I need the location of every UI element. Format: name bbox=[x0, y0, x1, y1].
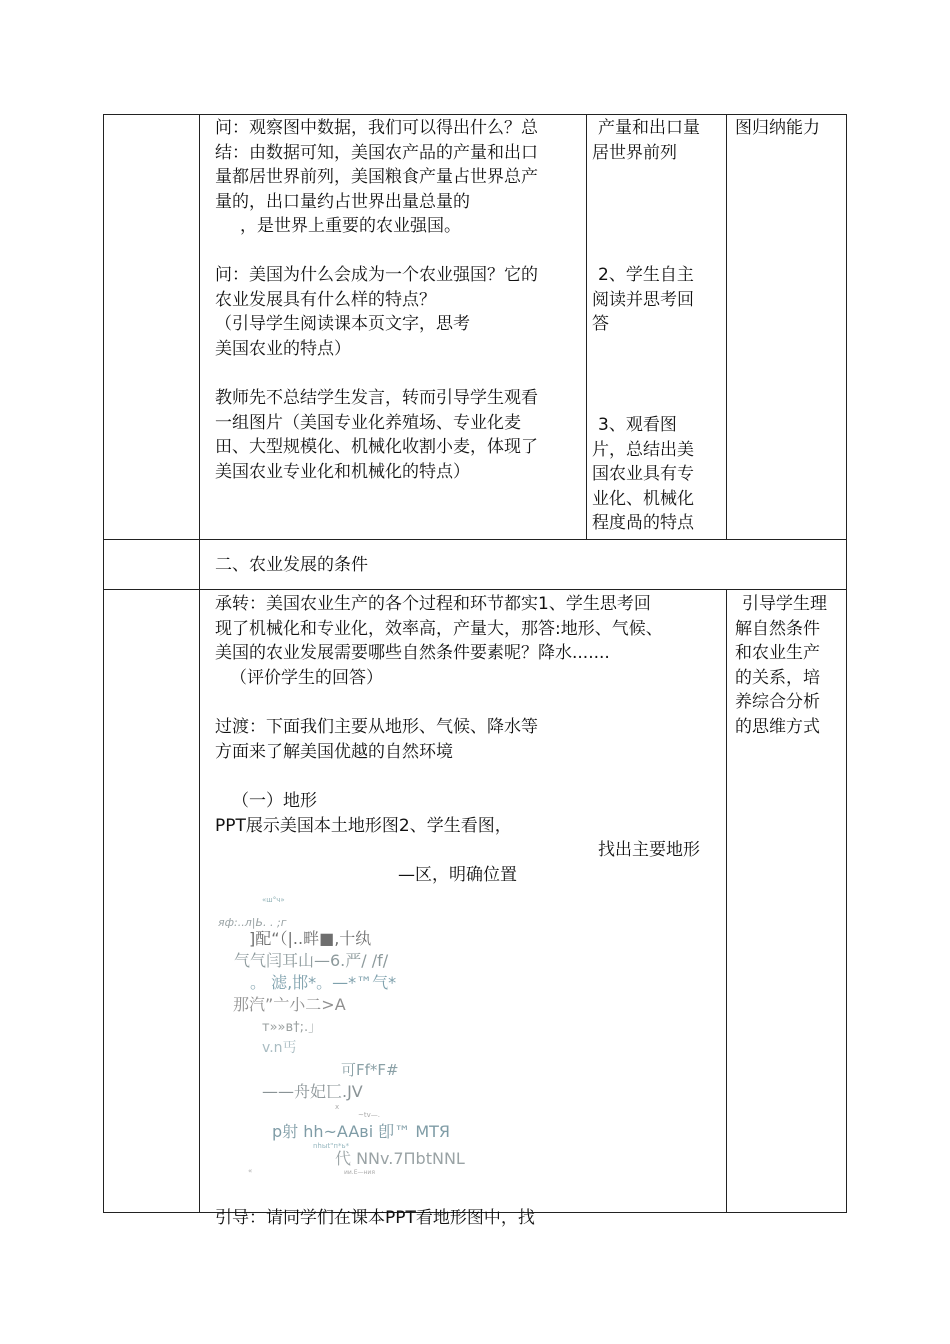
teacher-text-segment: PPT展示美国本土地形图 bbox=[215, 815, 399, 836]
student-inline-text: 答:地形、气候、 bbox=[538, 618, 663, 639]
teacher-text-segment: 美国的农业发展需要哪些自然条件要素呢？ bbox=[215, 643, 538, 663]
teacher-text-line: 教师先不总结学生发言，转而引导学生观看 bbox=[215, 388, 538, 408]
intent-text-line: 解自然条件 bbox=[735, 618, 820, 639]
teacher-text-line: 问：美国为什么会成为一个农业强国？它的 bbox=[215, 265, 538, 285]
teacher-text-segment: 现了机械化和专业化，效率高，产量大，那 bbox=[215, 618, 538, 639]
student-text-line: 2、学生自主 bbox=[598, 265, 694, 285]
intent-text-line: 图归纳能力 bbox=[735, 118, 820, 138]
page-break-cutoff-line bbox=[215, 1208, 735, 1228]
teacher-text-line bbox=[215, 592, 651, 617]
map-garble-line: x bbox=[335, 1103, 340, 1111]
teacher-text-line: （一）地形 bbox=[232, 791, 317, 811]
student-text-line: 居世界前列 bbox=[592, 142, 677, 163]
teacher-text-line bbox=[215, 617, 663, 642]
teacher-text-line: 量的，出口量约占世界出量总量的 bbox=[215, 191, 470, 212]
intent-text-line: 的关系，培 bbox=[735, 667, 820, 688]
map-garble-line: 气气闫耳山—6.严/ /f/ bbox=[234, 951, 389, 970]
teacher-text-line: 结：由数据可知，美国农产品的产量和出口 bbox=[215, 142, 538, 163]
map-garble-line: nhыt"п*ь* bbox=[313, 1142, 350, 1150]
table-right-border bbox=[846, 114, 847, 1213]
teacher-text-line bbox=[215, 814, 512, 839]
teacher-text-segment: 承转：美国农业生产的各个过程和环节都实 bbox=[215, 594, 538, 614]
column-divider bbox=[199, 114, 200, 1213]
teacher-text-line: 美国农业的特点） bbox=[215, 338, 351, 359]
teacher-text-line: （评价学生的回答） bbox=[230, 667, 383, 688]
teacher-text-line: 一组图片（美国专业化养殖场、专业化麦 bbox=[215, 412, 521, 433]
map-garble-line: «ш°ч» bbox=[262, 896, 285, 904]
teacher-text-line: 农业发展具有什么样的特点？ bbox=[215, 289, 436, 310]
map-garble-line: ~tv—. bbox=[358, 1111, 380, 1119]
teacher-text-line: 问：观察图中数据，我们可以得出什么？总 bbox=[215, 118, 538, 138]
student-text-line: 片，总结出美 bbox=[592, 439, 694, 460]
student-text-line: 程度咼的特点 bbox=[592, 513, 694, 533]
table-top-border bbox=[103, 114, 847, 115]
teacher-text-line bbox=[215, 641, 610, 666]
teacher-text-line: 田、大型规模化、机械化收割小麦，体现了 bbox=[215, 437, 538, 457]
map-garble-line: ]配“（|..畔■,十纨 bbox=[249, 929, 372, 948]
map-garble-line: 那汽”亠小二>A bbox=[233, 995, 346, 1014]
map-garble-line: v.n丐 bbox=[262, 1040, 297, 1056]
student-inline-text: 找出主要地形 bbox=[598, 840, 700, 860]
student-text-line: 答 bbox=[592, 314, 609, 334]
column-divider bbox=[726, 114, 727, 540]
map-garble-line: 代 NNv.7ПbtNNL bbox=[335, 1149, 465, 1168]
table-left-border bbox=[103, 114, 104, 1213]
intent-text-line: 引导学生理 bbox=[742, 594, 827, 614]
cutoff-text: 引导：请同学们在课本PPT看地形图中，找 bbox=[215, 1208, 535, 1228]
student-text-line: 产量和出口量 bbox=[598, 118, 700, 138]
map-garble-line: ——舟妃匸.JV bbox=[262, 1082, 363, 1101]
row-divider bbox=[103, 539, 847, 540]
column-divider bbox=[586, 114, 587, 540]
map-garble-line: ии.Е—ния bbox=[344, 1169, 375, 1176]
student-text-line: 国农业具有专 bbox=[592, 464, 694, 484]
map-garble-line: p射 hh~AAвi 卽™ МТЯ bbox=[272, 1122, 451, 1141]
teacher-text-line: （引导学生阅读课本页文字，思考 bbox=[215, 314, 470, 334]
intent-text-line: 养综合分析 bbox=[735, 692, 820, 712]
map-garble-line: т»»в†;.」 bbox=[262, 1020, 322, 1035]
column-divider bbox=[726, 589, 727, 1213]
map-garble-line: 可Ff*F# bbox=[341, 1061, 399, 1079]
student-inline-text: 2、学生看图， bbox=[398, 815, 512, 836]
student-text-line: 3、观看图 bbox=[598, 415, 677, 435]
teacher-text-line: 量都居世界前列，美国粮食产量占世界总产 bbox=[215, 167, 538, 187]
map-garble-line: « bbox=[248, 1167, 253, 1175]
map-garble-line: яф:..л|Ь. . ;г bbox=[218, 916, 287, 929]
teacher-text-line: 方面来了解美国优越的自然环境 bbox=[215, 741, 453, 762]
intent-text-line: 的思维方式 bbox=[735, 716, 820, 737]
teacher-text-line: ，是世界上重要的农业强国。 bbox=[240, 216, 461, 236]
teacher-text-line: 美国农业专业化和机械化的特点） bbox=[215, 461, 470, 482]
student-inline-text: 降水....... bbox=[538, 643, 610, 663]
section-heading: 二、农业发展的条件 bbox=[215, 555, 368, 575]
teacher-text-line: —区，明确位置 bbox=[398, 864, 517, 885]
student-text-line: 业化、机械化 bbox=[592, 488, 694, 509]
student-text-line: 阅读并思考回 bbox=[592, 289, 694, 310]
row-divider bbox=[103, 589, 847, 590]
student-inline-text: 1、学生思考回 bbox=[538, 594, 651, 614]
intent-text-line: 和农业生产 bbox=[735, 643, 820, 663]
map-garble-line: 。 滤,邯*。—*™气* bbox=[250, 973, 397, 992]
teacher-text-line: 过渡：下面我们主要从地形、气候、降水等 bbox=[215, 717, 538, 737]
